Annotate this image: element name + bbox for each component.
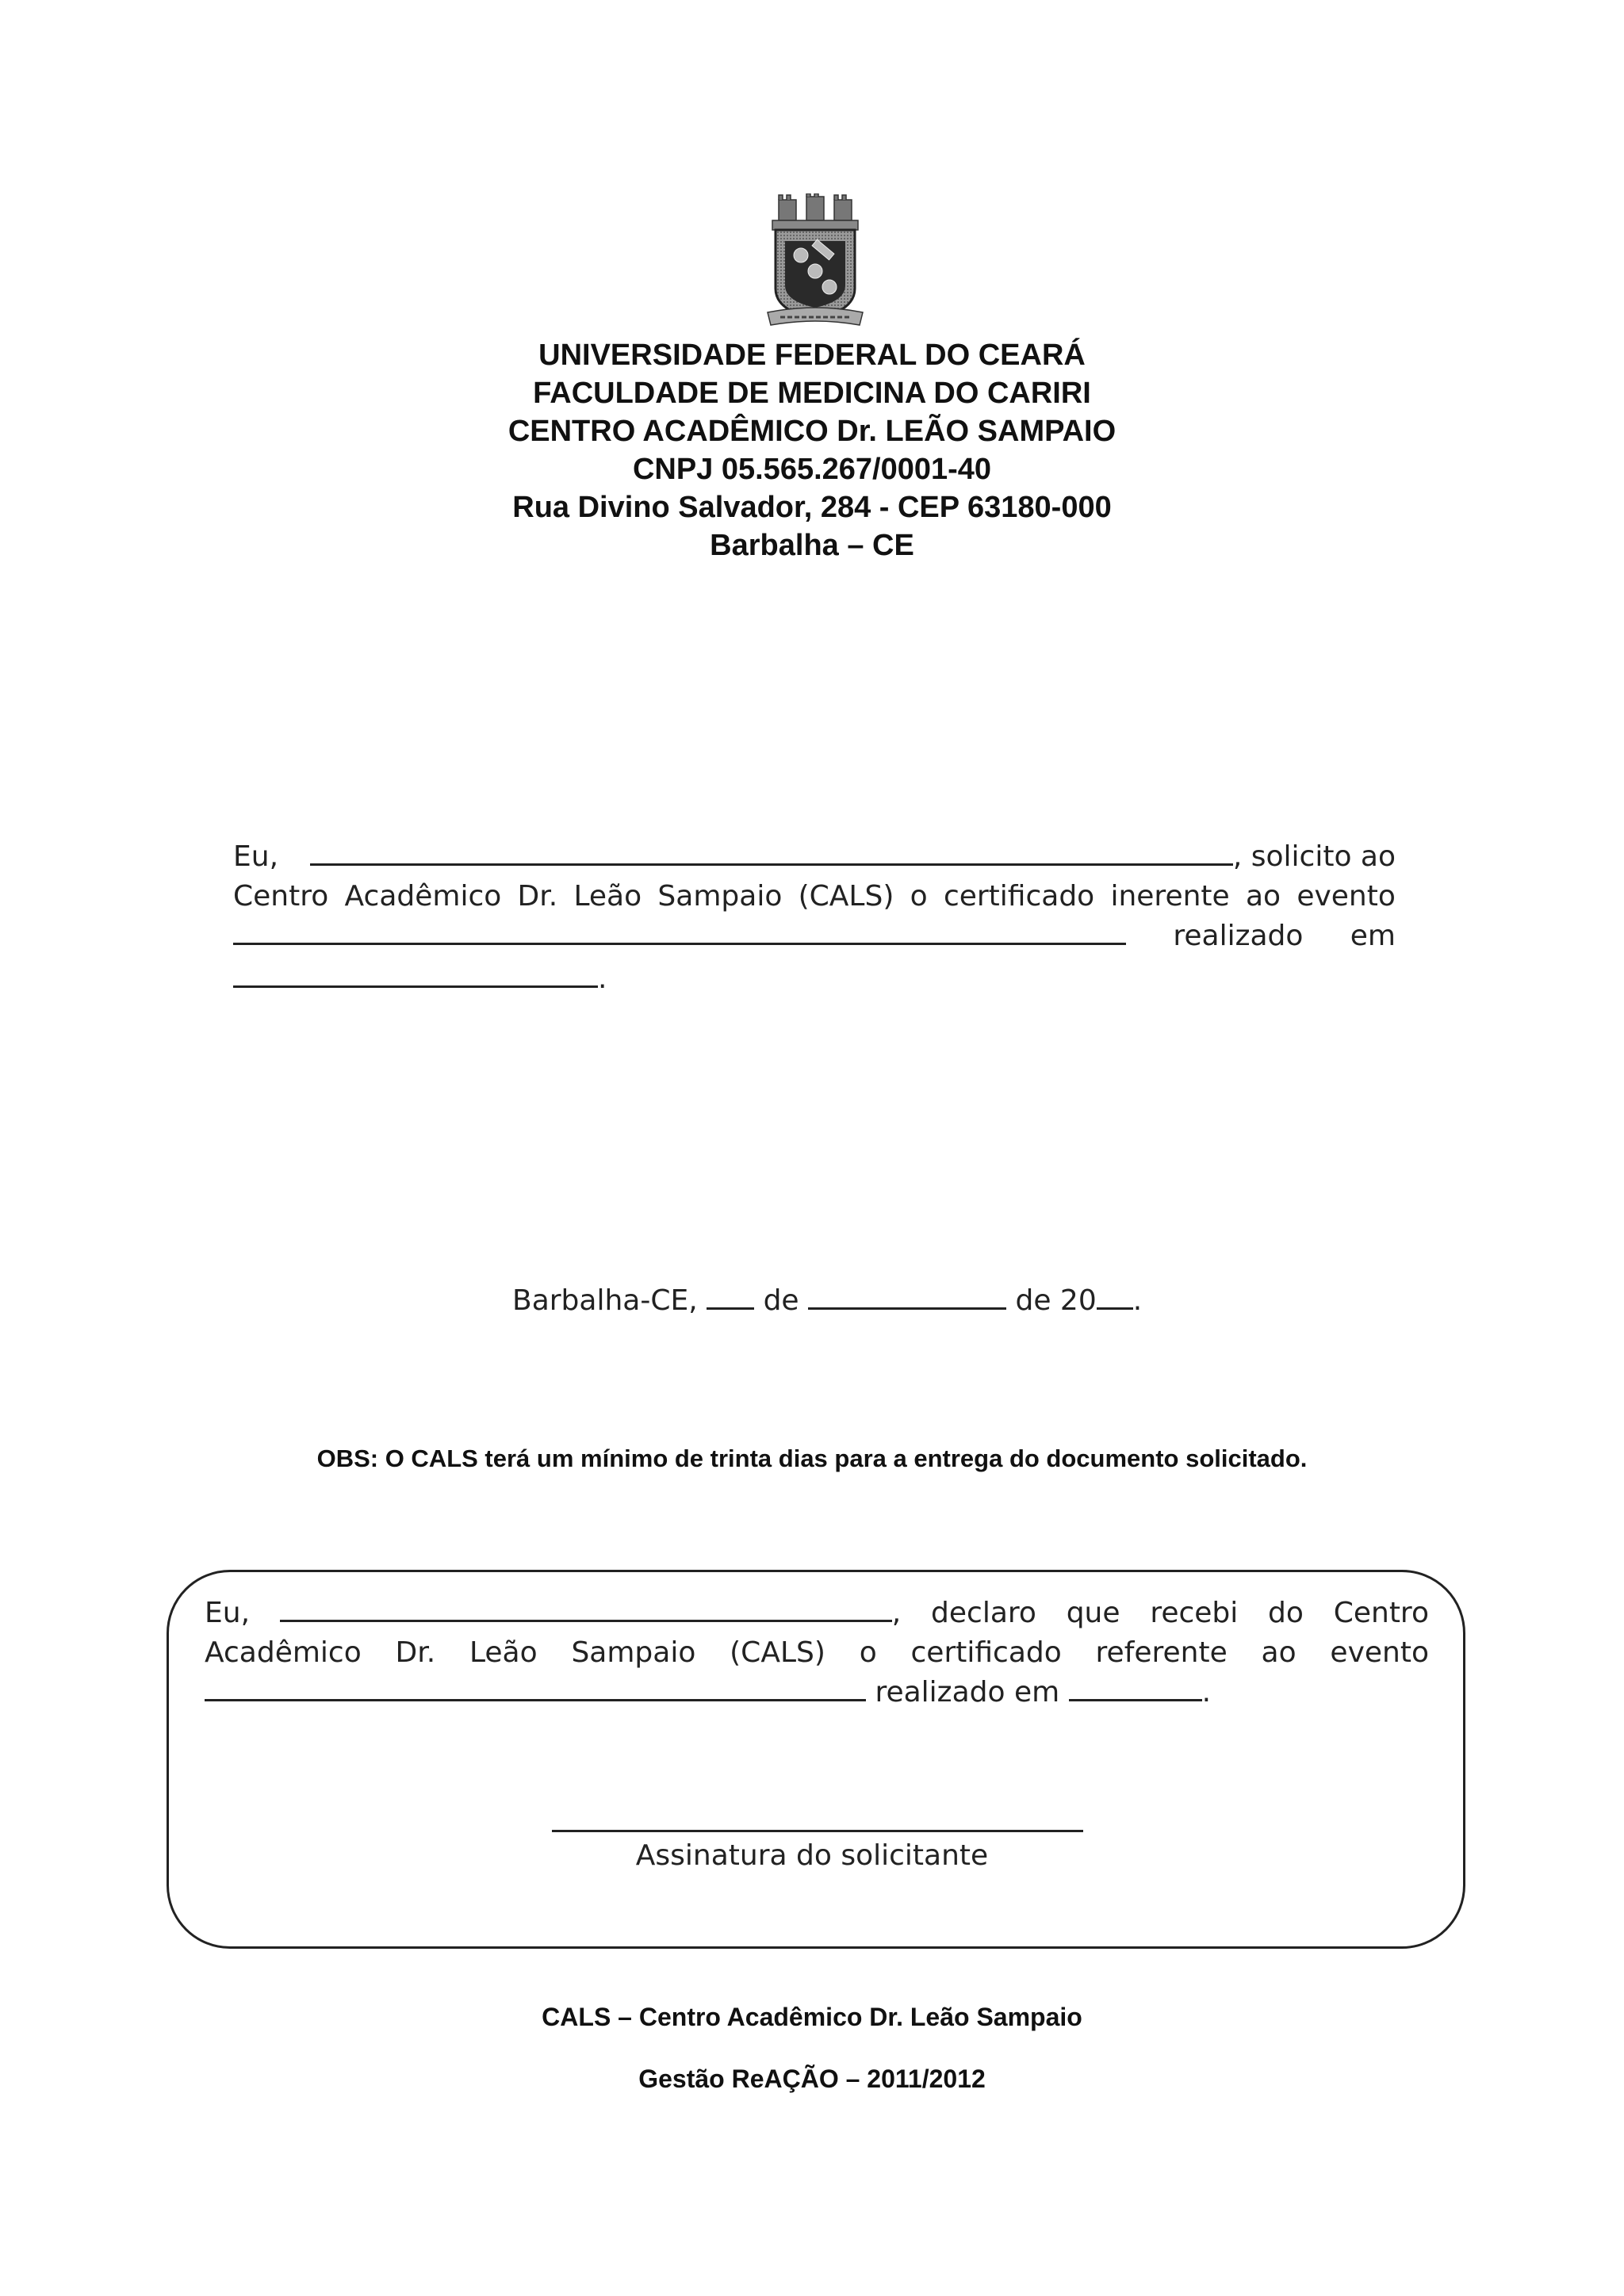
receipt-word: Dr.: [395, 1636, 436, 1669]
request-word: ao: [1245, 880, 1281, 913]
date-line: [512, 1284, 1142, 1317]
receipt-line-1: [205, 1597, 1429, 1629]
request-event-field[interactable]: [233, 938, 1126, 945]
receipt-word: declaro: [931, 1597, 1036, 1629]
request-end: .: [598, 962, 607, 995]
receipt-word: certificado: [910, 1636, 1062, 1669]
receipt-realizado-em: realizado em: [875, 1676, 1060, 1709]
receipt-word: Acadêmico: [205, 1636, 362, 1669]
receipt-line-3: [205, 1676, 1211, 1709]
date-day-field[interactable]: [707, 1303, 754, 1310]
request-word: evento: [1297, 880, 1396, 913]
receipt-word: Sampaio: [571, 1636, 696, 1669]
request-em: em: [1350, 920, 1396, 952]
date-de: de: [763, 1284, 799, 1317]
receipt-eu: Eu,: [205, 1597, 251, 1629]
footer-cals: CALS – Centro Acadêmico Dr. Leão Sampaio: [542, 2003, 1082, 2031]
request-word: Centro: [233, 880, 329, 913]
header-address: Rua Divino Salvador, 284 - CEP 63180-000: [512, 491, 1112, 524]
receipt-word: (CALS): [730, 1636, 825, 1669]
date-month-field[interactable]: [808, 1303, 1006, 1310]
header-cnpj: CNPJ 05.565.267/0001-40: [632, 453, 992, 486]
request-word: certificado: [943, 880, 1095, 913]
request-word: inerente: [1110, 880, 1230, 913]
receipt-end: .: [1201, 1676, 1212, 1709]
date-end: .: [1132, 1284, 1143, 1317]
header-university: UNIVERSIDADE FEDERAL DO CEARÁ: [538, 339, 1086, 372]
receipt-date-field[interactable]: [1069, 1694, 1202, 1701]
receipt-line-2: [205, 1636, 1429, 1669]
request-word: Dr.: [517, 880, 558, 913]
request-line-4: [233, 962, 607, 995]
header-faculty: FACULDADE DE MEDICINA DO CARIRI: [533, 377, 1091, 410]
request-name-field[interactable]: [310, 859, 1233, 866]
date-year-field[interactable]: [1097, 1303, 1133, 1310]
receipt-word: ao: [1261, 1636, 1297, 1669]
receipt-word: Centro: [1333, 1597, 1429, 1629]
receipt-word: do: [1268, 1597, 1304, 1629]
request-word: o: [910, 880, 928, 913]
header-academic-center: CENTRO ACADÊMICO Dr. LEÃO SAMPAIO: [508, 415, 1116, 448]
receipt-word: evento: [1330, 1636, 1429, 1669]
date-year-prefix: de 20: [1015, 1284, 1097, 1317]
request-date-field[interactable]: [233, 981, 598, 988]
receipt-name-field[interactable]: [280, 1615, 892, 1622]
receipt-comma: ,: [891, 1597, 902, 1629]
request-eu: Eu,: [233, 840, 279, 873]
receipt-word: o: [859, 1636, 877, 1669]
request-line-2: [233, 880, 1396, 913]
obs-note: OBS: O CALS terá um mínimo de trinta dias para a entrega do documento solicitado.: [316, 1445, 1308, 1472]
date-city: Barbalha-CE,: [512, 1284, 698, 1317]
request-word: Leão: [573, 880, 642, 913]
request-word: (CALS): [798, 880, 894, 913]
request-solicito: , solicito ao: [1232, 840, 1396, 873]
university-crest-logo: [764, 193, 866, 328]
request-word: Acadêmico: [344, 880, 502, 913]
receipt-word: referente: [1095, 1636, 1228, 1669]
receipt-word: Leão: [469, 1636, 538, 1669]
header-city: Barbalha – CE: [710, 529, 914, 562]
receipt-word: recebi: [1150, 1597, 1239, 1629]
signature-line[interactable]: [552, 1830, 1083, 1832]
request-line-1: [233, 840, 1396, 873]
request-line-3: [233, 920, 1396, 952]
signature-label: Assinatura do solicitante: [635, 1839, 989, 1872]
receipt-event-field[interactable]: [205, 1694, 866, 1701]
request-realizado: realizado: [1173, 920, 1304, 952]
receipt-word: que: [1066, 1597, 1120, 1629]
request-word: Sampaio: [657, 880, 783, 913]
footer-gestao: Gestão ReAÇÃO – 2011/2012: [638, 2064, 986, 2093]
